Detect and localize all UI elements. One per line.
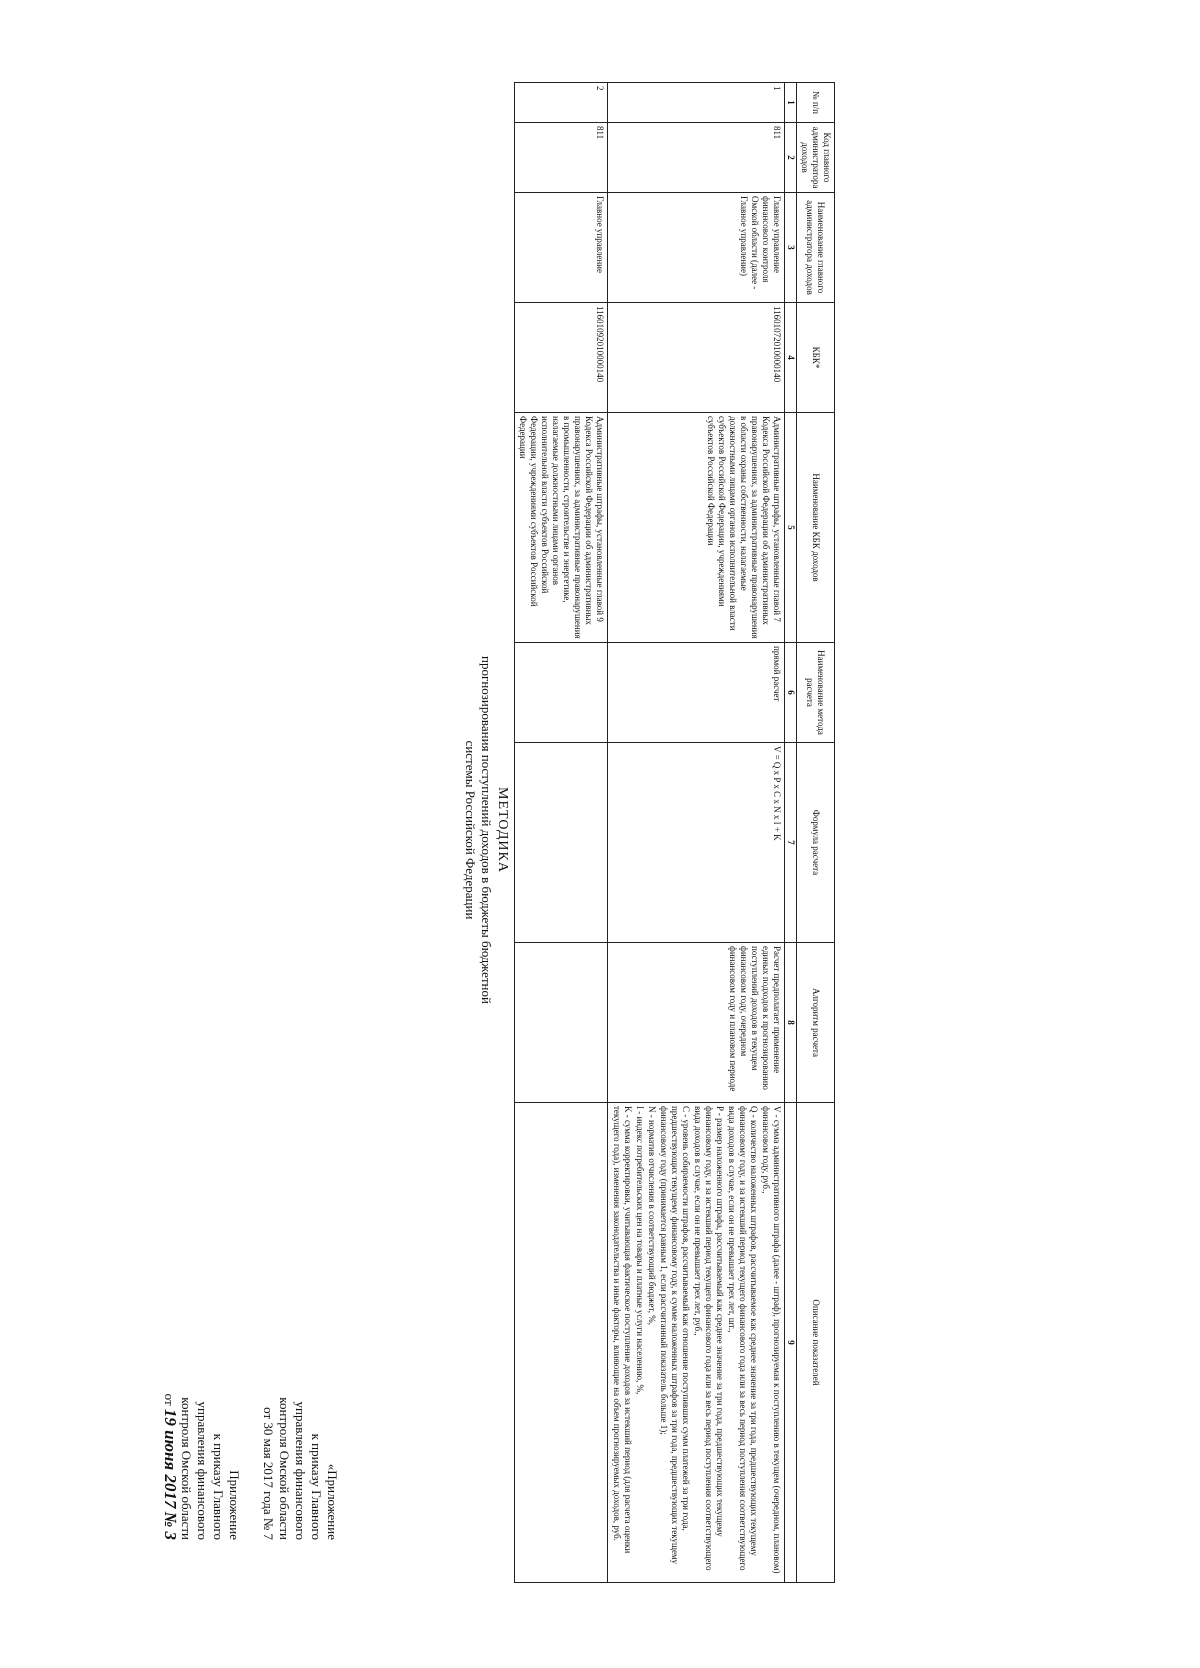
algorithm	[515, 943, 608, 1103]
header-cell: Код главного администратора доходов	[797, 123, 835, 193]
methodology-table	[514, 82, 835, 1583]
stamp-line: контроля Омской области	[277, 1397, 292, 1540]
stamp-line: Приложение	[227, 1470, 242, 1540]
header-cell: № п/п	[797, 83, 835, 123]
method-name: прямой расчет	[608, 643, 785, 743]
stamp-line: управления финансового	[195, 1401, 210, 1540]
table-header-row	[797, 83, 835, 1583]
column-number: 3	[785, 193, 797, 303]
appendix-stamp	[161, 1240, 242, 1540]
handwritten-date: 19 июня 2017	[161, 1408, 180, 1509]
header-cell: Наименование КБК доходов	[797, 413, 835, 643]
indicator-description	[515, 1103, 608, 1583]
formula	[515, 743, 608, 943]
header-cell: Наименование метода расчета	[797, 643, 835, 743]
column-number: 8	[785, 943, 797, 1103]
document-title	[462, 330, 510, 1330]
header-cell: Наименование главного администратора доходов	[797, 193, 835, 303]
description-line: V - сумма административного штрафа (далее - штраф), прогнозируемая к поступлению в текущем (очередном, плановом) финансовом году, руб.,	[761, 1106, 782, 1574]
stamp-line: к приказу Главного	[309, 1433, 324, 1540]
stamp-line: управления финансового	[293, 1401, 308, 1540]
handwritten-number: № 3	[161, 1511, 180, 1540]
table-row	[608, 83, 785, 1583]
column-number: 2	[785, 123, 797, 193]
admin-code: 811	[608, 123, 785, 193]
method-name	[515, 643, 608, 743]
admin-code: 811	[515, 123, 608, 193]
title-subtitle: прогнозирования поступлений доходов в бюджеты бюджетной	[479, 656, 494, 1004]
column-number-row	[785, 83, 797, 1583]
column-number: 1	[785, 83, 797, 123]
stamp-line: от 30 мая 2017 года № 7	[261, 1407, 276, 1540]
table-row	[515, 83, 608, 1583]
kbk-code: 11601092010000140	[515, 303, 608, 413]
header-cell: Описание показателей	[797, 1103, 835, 1583]
admin-name: Главное управление	[515, 193, 608, 303]
column-number: 9	[785, 1103, 797, 1583]
description-line: Q - количество наложенных штрафов, рассчитываемое как среднее значение за три года, предшествующих текущему финансовому году, и за истекший период текущего финансового года или за весь период поступления соответствующего вида доходов в случае, если он не превышает трех лет, шт.,	[727, 1106, 759, 1571]
algorithm: Расчет предполагает применение единых подходов к прогнозированию поступлений доходов в текущем финансовом году, очередном финансовом году и плановом периоде	[608, 943, 785, 1103]
stamp-date-line	[161, 1240, 178, 1540]
description-line: P - размер наложенного штрафа, рассчитываемый как среднее значение за три года, предшествующих текущему финансовому году, и за истекший период текущего финансового года или за весь период поступления соответствующего вида доходов в случае, если он не превышает трех лет, руб.,	[693, 1106, 725, 1571]
kbk-code: 11601072010000140	[608, 303, 785, 413]
header-cell: Формула расчета	[797, 743, 835, 943]
stamp-line: к приказу Главного	[211, 1433, 226, 1540]
previous-appendix-stamp	[260, 1240, 340, 1540]
stamp-line: контроля Омской области	[179, 1397, 194, 1540]
kbk-name: Административные штрафы, установленные главой 9 Кодекса Российской Федерации об административных правонарушениях, за административные правонарушения в промышленности, строительстве и энергетике, налагаемые должностными лицами органов исполнительной власти субъектов Российской Федерации, учреждениями субъектов Российской Федерации	[515, 413, 608, 643]
description-line: N - норматив отчисления в соответствующий бюджет, %,	[647, 1106, 657, 1325]
description-line: I - индекс потребительских цен на товары и платные услуги населению, %,	[635, 1106, 645, 1395]
column-number: 4	[785, 303, 797, 413]
stamp-date-prefix: от	[162, 1393, 177, 1406]
admin-name: Главное управление финансового контроля Омской области (далее - Главное управление)	[608, 193, 785, 303]
column-number: 6	[785, 643, 797, 743]
stamp-line: «Приложение	[325, 1463, 340, 1540]
title-main: МЕТОДИКА	[495, 787, 510, 873]
description-line: K - сумма корректировки, учитывающая фактическое поступление доходов за истекший период (для расчета оценки текущего года), изменения законодательства и иные факторы, влияющие на объем прогнозируемых доходов, руб.	[612, 1106, 633, 1554]
title-subtitle: системы Российской Федерации	[463, 740, 478, 920]
header-cell: Алгоритм расчета	[797, 943, 835, 1103]
header-cell: КБК*	[797, 303, 835, 413]
row-number: 2	[515, 83, 608, 123]
description-line: C - уровень собираемости штрафов, рассчитываемый как отношение поступивших сумм платежей за три года, предшествующих текущему финансовому году, к сумме наложенных штрафов за три года, предшествующих текущему финансовому году (принимается равным 1, если рассчитанный показатель больше 1);	[659, 1106, 691, 1565]
row-number: 1	[608, 83, 785, 123]
column-number: 7	[785, 743, 797, 943]
indicator-description	[608, 1103, 785, 1583]
column-number: 5	[785, 413, 797, 643]
formula: V = Q x P x C x N x I + K	[608, 743, 785, 943]
kbk-name: Административные штрафы, установленные главой 7 Кодекса Российской Федерации об административных правонарушениях, за административные правонарушения в области охраны собственности, налагаемые должностными лицами органов исполнительной власти субъектов Российской Федерации, учреждениями субъектов Российской Федерации	[608, 413, 785, 643]
